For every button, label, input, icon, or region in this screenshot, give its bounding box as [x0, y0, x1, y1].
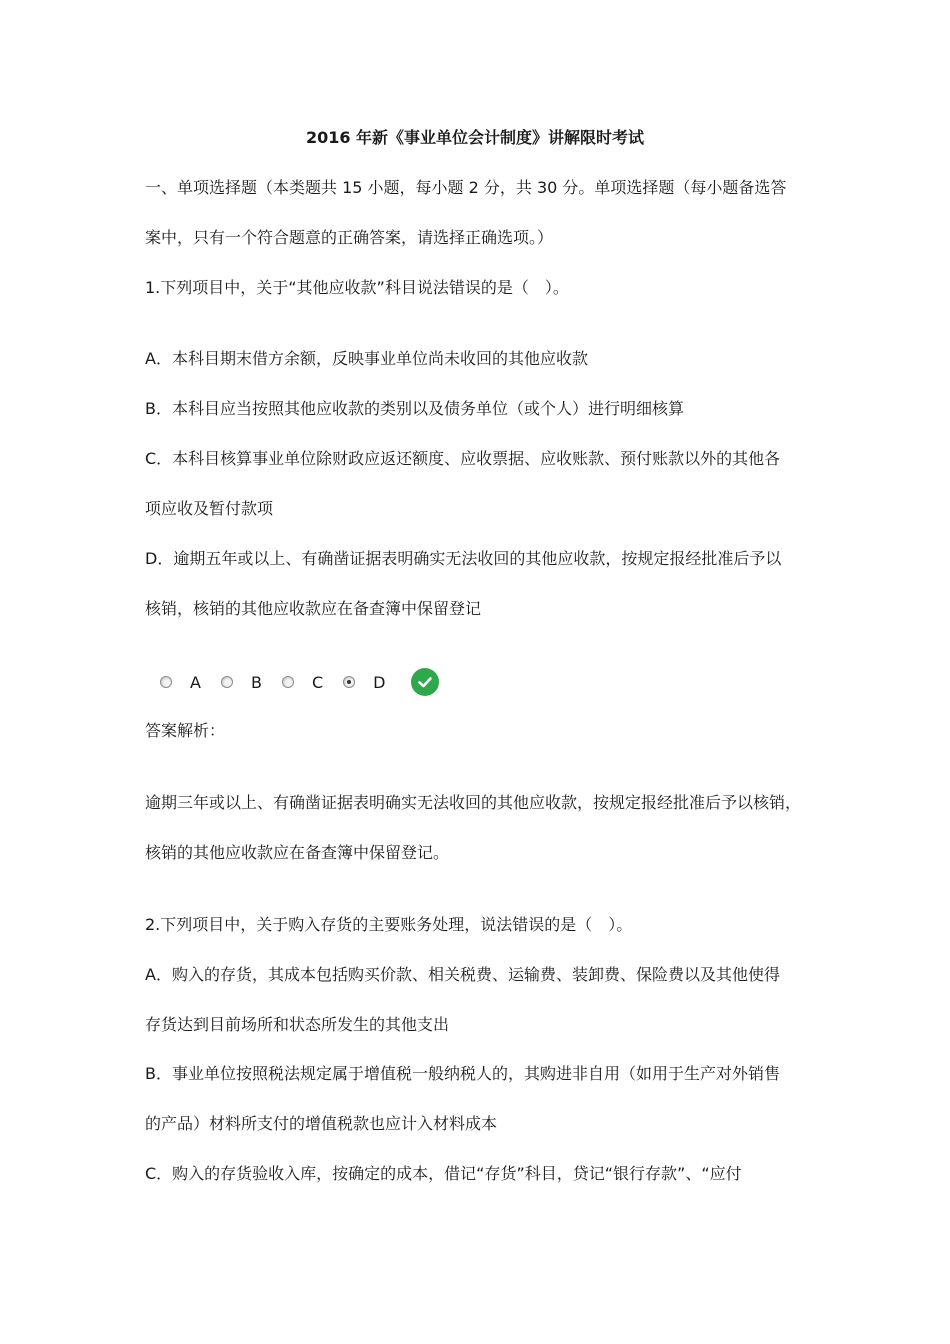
- section-intro-line-1: 一、单项选择题（本类题共 15 小题，每小题 2 分，共 30 分。单项选择题（每小题备选答: [145, 178, 787, 197]
- question-2-option-a-line-1: A．购入的存货，其成本包括购买价款、相关税费、运输费、装卸费、保险费以及其他使得: [145, 965, 780, 984]
- radio-d-selected[interactable]: [343, 676, 355, 688]
- question-2-stem: 2.下列项目中，关于购入存货的主要账务处理，说法错误的是（ ）。: [145, 915, 633, 934]
- question-1-option-c-line-1: C．本科目核算事业单位除财政应返还额度、应收票据、应收账款、预付账款以外的其他各: [145, 449, 781, 468]
- question-2-option-b-line-2: 的产品）材料所支付的增值税款也应计入材料成本: [145, 1114, 498, 1133]
- check-circle-icon: [411, 668, 439, 696]
- answer-analysis-line-2: 核销的其他应收款应在备查簿中保留登记。: [145, 843, 450, 862]
- choice-b[interactable]: [221, 673, 262, 692]
- choice-c-label: C: [311, 672, 324, 692]
- question-2-option-b-line-1: B．事业单位按照税法规定属于增值税一般纳税人的，其购进非自用（如用于生产对外销售: [145, 1064, 780, 1083]
- section-intro-line-2: 案中，只有一个符合题意的正确答案，请选择正确选项。）: [145, 228, 554, 247]
- answer-analysis-label: 答案解析：: [145, 721, 226, 740]
- choice-a-label: A: [190, 672, 201, 692]
- question-1-option-b: B．本科目应当按照其他应收款的类别以及债务单位（或个人）进行明细核算: [145, 399, 684, 418]
- question-2-option-c-line-1: C．购入的存货验收入库，按确定的成本，借记“存货”科目，贷记“银行存款”、“应付: [145, 1164, 742, 1183]
- question-1-answer-choices: [160, 668, 439, 696]
- choice-c[interactable]: [282, 673, 323, 692]
- choice-d-label: D: [373, 672, 386, 692]
- question-1-stem: 1.下列项目中，关于“其他应收款”科目说法错误的是（ ）。: [145, 278, 569, 297]
- choice-d[interactable]: [343, 673, 385, 692]
- question-1-option-c-line-2: 项应收及暂付款项: [145, 499, 274, 518]
- question-2-option-a-line-2: 存货达到目前场所和状态所发生的其他支出: [145, 1015, 450, 1034]
- question-1-option-d-line-1: D．逾期五年或以上、有确凿证据表明确实无法收回的其他应收款，按规定报经批准后予以: [145, 549, 782, 568]
- radio-a[interactable]: [160, 676, 172, 688]
- radio-b[interactable]: [221, 676, 233, 688]
- page-title: 2016 年新《事业单位会计制度》讲解限时考试: [305, 128, 645, 147]
- question-1-option-a: A．本科目期末借方余额，反映事业单位尚未收回的其他应收款: [145, 349, 588, 368]
- choice-b-label: B: [250, 672, 262, 692]
- answer-analysis-line-1: 逾期三年或以上、有确凿证据表明确实无法收回的其他应收款，按规定报经批准后予以核销，: [145, 793, 802, 812]
- radio-c[interactable]: [282, 676, 294, 688]
- choice-a[interactable]: [160, 673, 201, 692]
- question-1-option-d-line-2: 核销，核销的其他应收款应在备查簿中保留登记: [145, 599, 482, 618]
